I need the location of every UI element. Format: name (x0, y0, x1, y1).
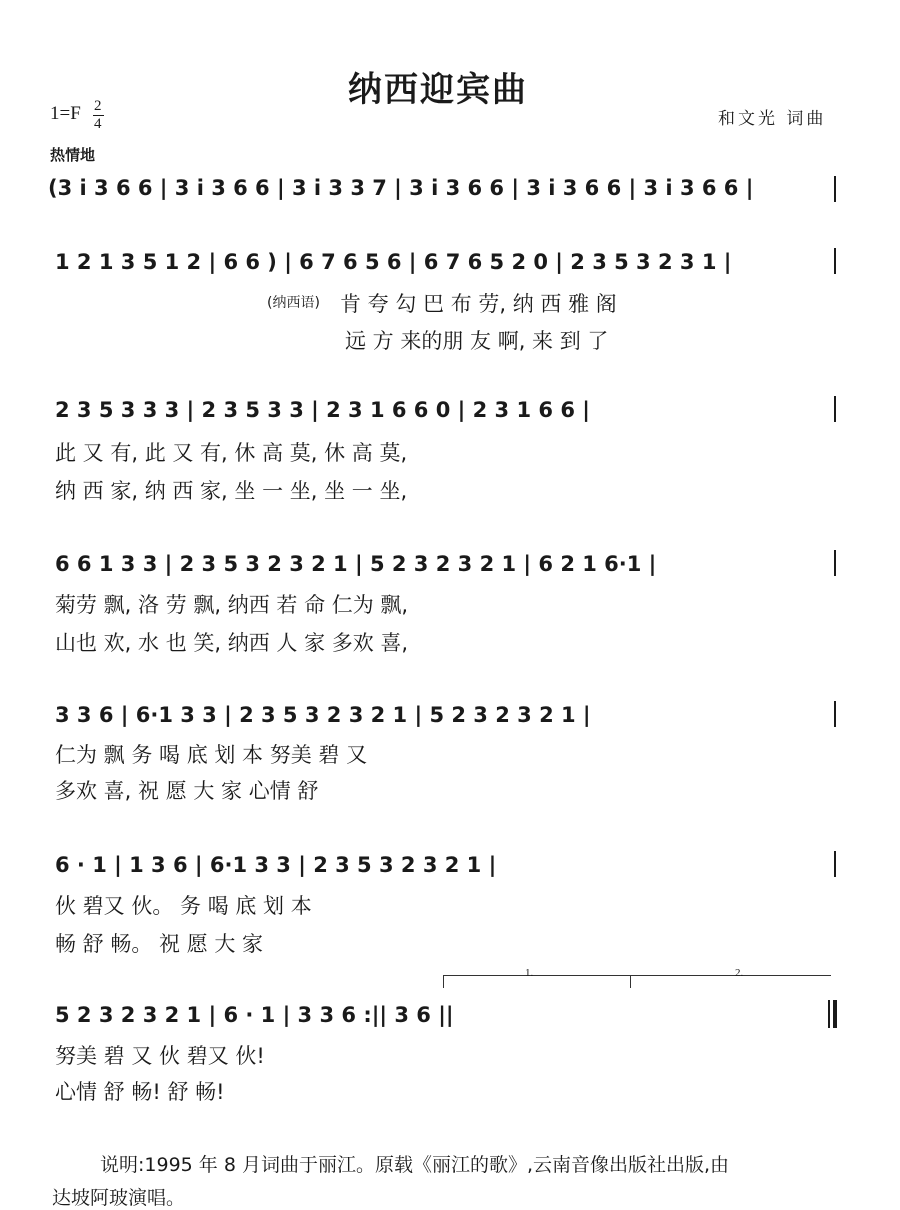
barline (834, 176, 836, 202)
final-barline (828, 1000, 830, 1028)
tempo-marking: 热情地 (50, 146, 96, 164)
notation-row-3: 2 3 5 3 3 3 | 2 3 5 3 3 | 2 3 1 6 6 0 | 2 3 1 6 6 | (55, 398, 590, 422)
barline (834, 396, 836, 422)
lyric-row-7-verse-1: 努美 碧 又 伙 碧又 伙! (55, 1044, 265, 1068)
lyric-row-2-verse-1: 肯 夸 勾 巴 布 劳, 纳 西 雅 阁 (340, 292, 617, 316)
time-signature-top: 2 (94, 98, 102, 114)
author-credit: 和文光 词曲 (718, 109, 827, 129)
annotation-line-1: 说明:1995 年 8 月词曲于丽江。原载《丽江的歌》,云南音像出版社出版,由 (100, 1154, 730, 1176)
lyric-row-3-verse-1: 此 又 有, 此 又 有, 休 高 莫, 休 高 莫, (55, 441, 408, 465)
lyric-row-6-verse-1: 伙 碧又 伙。 务 喝 底 划 本 (55, 894, 312, 918)
song-title: 纳西迎宾曲 (348, 70, 528, 110)
barline (834, 550, 836, 576)
notation-row-1: (3 i 3 6 6 | 3 i 3 6 6 | 3 i 3 3 7 | 3 i 3 6 6 | 3 i 3 6 6 | 3 i 3 6 6 | (48, 176, 754, 200)
lyric-row-4-verse-2: 山也 欢, 水 也 笑, 纳西 人 家 多欢 喜, (55, 631, 409, 655)
final-barline-thick (833, 1000, 837, 1028)
volta-bracket-2 (630, 975, 831, 988)
lyric-language-note: (纳西语) (267, 295, 320, 311)
lyric-row-2-verse-2: 远 方 来的朋 友 啊, 来 到 了 (345, 329, 609, 353)
barline (834, 248, 836, 274)
lyric-row-5-verse-2: 多欢 喜, 祝 愿 大 家 心情 舒 (55, 779, 319, 803)
lyric-row-7-verse-2: 心情 舒 畅! 舒 畅! (55, 1080, 225, 1104)
lyric-row-6-verse-2: 畅 舒 畅。 祝 愿 大 家 (55, 932, 264, 956)
barline (834, 851, 836, 877)
volta-number-1: 1. (525, 967, 534, 979)
notation-row-7: 5 2 3 2 3 2 1 | 6 · 1 | 3 3 6 :|| 3 6 || (55, 1003, 454, 1027)
lyric-row-4-verse-1: 菊劳 飘, 洛 劳 飘, 纳西 若 命 仁为 飘, (55, 593, 409, 617)
notation-row-4: 6 6 1 3 3 | 2 3 5 3 2 3 2 1 | 5 2 3 2 3 2 1 | 6 2 1 6·1 | (55, 552, 657, 576)
time-signature-bottom: 4 (94, 116, 102, 132)
volta-bracket-1 (443, 975, 631, 988)
lyric-row-5-verse-1: 仁为 飘 务 喝 底 划 本 努美 碧 又 (55, 743, 368, 767)
volta-number-2: 2. (735, 967, 744, 979)
notation-row-6: 6 · 1 | 1 3 6 | 6·1 3 3 | 2 3 5 3 2 3 2 1 | (55, 853, 497, 877)
key-signature: 1=F (50, 103, 81, 124)
lyric-row-3-verse-2: 纳 西 家, 纳 西 家, 坐 一 坐, 坐 一 坐, (55, 479, 408, 503)
notation-row-5: 3 3 6 | 6·1 3 3 | 2 3 5 3 2 3 2 1 | 5 2 3 2 3 2 1 | (55, 703, 591, 727)
annotation-line-2: 达坡阿玻演唱。 (52, 1187, 186, 1209)
notation-row-2: 1 2 1 3 5 1 2 | 6 6 ) | 6 7 6 5 6 | 6 7 6 5 2 0 | 2 3 5 3 2 3 1 | (55, 250, 732, 274)
barline (834, 701, 836, 727)
